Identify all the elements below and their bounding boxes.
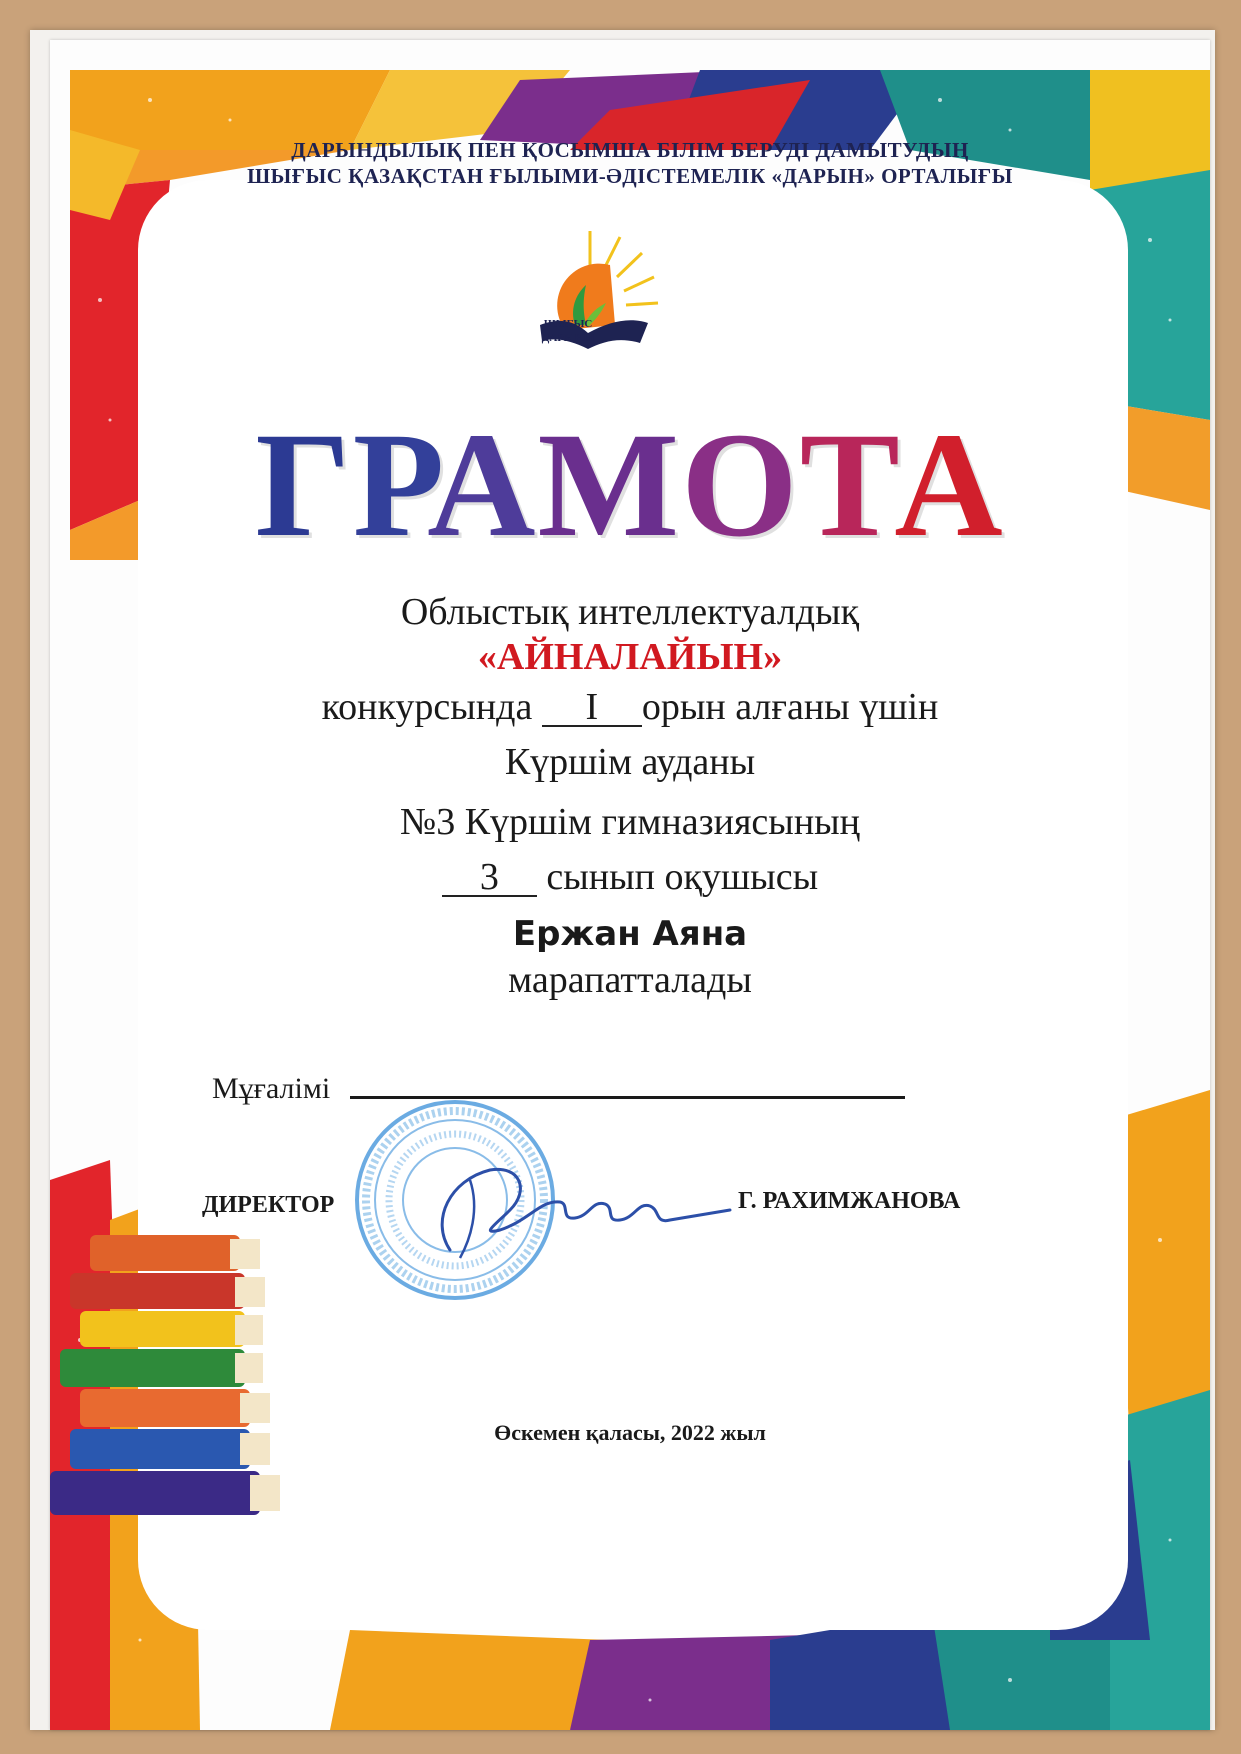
- director-label: ДИРЕКТОР: [202, 1192, 335, 1218]
- title-letter: М: [537, 402, 682, 568]
- footer-city-year: Өскемен қаласы, 2022 жыл: [494, 1420, 766, 1445]
- student-name: Ержан Аяна: [512, 914, 748, 954]
- grade-blank: 3: [442, 859, 537, 897]
- header-line-2: ШЫҒЫС ҚАЗАҚСТАН ҒЫЛЫМИ-ӘДІСТЕМЕЛІК «ДАРЫН» ОРТАЛЫҒЫ: [247, 164, 1013, 188]
- certificate-title: [50, 402, 1210, 568]
- body-line-3: [50, 685, 1210, 729]
- title-letter: Р: [352, 402, 428, 568]
- teacher-label: Мұғалімі: [212, 1072, 331, 1105]
- contest-name: «АЙНАЛАЙЫН»: [477, 636, 783, 678]
- logo-caption-line2: ДАРЫНЫ: [541, 332, 595, 344]
- place-blank: I: [542, 689, 642, 727]
- line3-prefix: конкурсында: [321, 686, 533, 728]
- line3-suffix: орын алғаны үшін: [641, 686, 939, 728]
- director-name: Г. РАХИМЖАНОВА: [738, 1188, 961, 1214]
- body-line-5: №3 Күршім гимназиясының: [399, 801, 861, 843]
- title-letter: Т: [799, 402, 895, 568]
- title-letter: О: [681, 402, 800, 568]
- title-letter: А: [894, 402, 1005, 568]
- body-line-8: марапатталады: [508, 959, 752, 1001]
- body-line-1: Облыстық интеллектуалдық: [400, 591, 860, 633]
- book-stack-icon: [50, 1225, 310, 1555]
- title-letter: А: [427, 402, 538, 568]
- body-line-4: Күршім ауданы: [504, 741, 756, 783]
- logo-caption-line1: ШЫҒЫС: [543, 318, 593, 330]
- header-line-1: ДАРЫНДЫЛЫҚ ПЕН ҚОСЫМША БІЛІМ БЕРУДІ ДАМЫТУДЫҢ: [291, 138, 969, 162]
- line6-suffix: сынып оқушысы: [546, 856, 819, 898]
- certificate: [50, 40, 1210, 1730]
- body-line-6: [50, 855, 1210, 899]
- director-signature-icon: [410, 1140, 740, 1270]
- title-letter: Г: [255, 402, 353, 568]
